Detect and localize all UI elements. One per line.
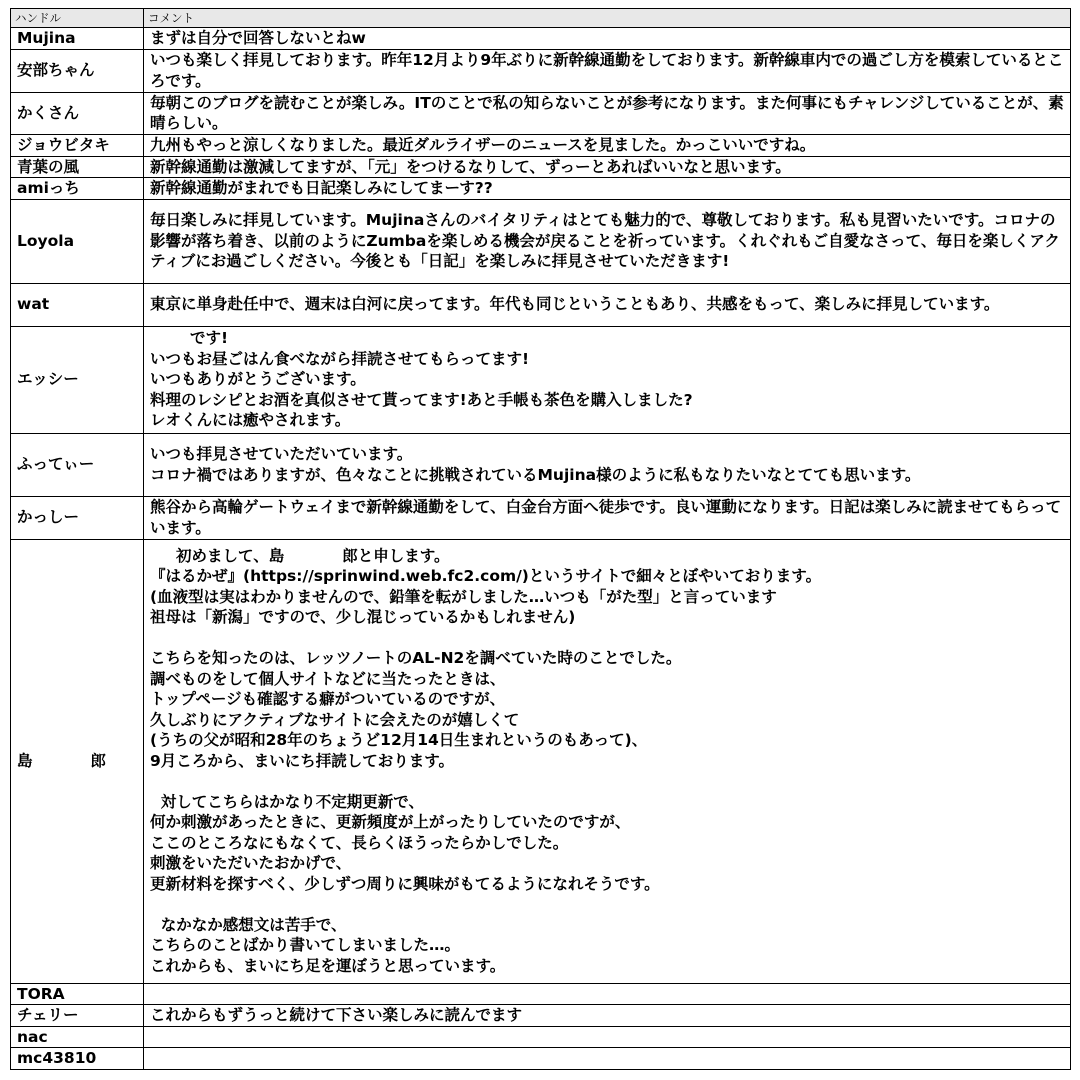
redacted-name [284,548,342,564]
redacted-name [150,331,190,347]
table-row [11,178,1071,200]
table-row [11,326,1071,433]
comment-cell: 毎日楽しみに拝見しています。Mujinaさんのバイタリティはとても魅力的で、尊敬しております。私も見習いたいです。コロナの影響が落ち着き、以前のようにZumbaを楽しめる機会が戻ることを祈っています。くれぐれもご自愛なさって、毎日を楽しくアクティブにお過ごしください。今後とも「日記」を楽しみに拝見させていただきます! [144,199,1071,283]
handle-cell [11,539,144,983]
table-row [11,156,1071,178]
comment-cell: いつも拝見させていただいています。 コロナ禍ではありますが、色々なことに挑戦されているMujina様のように私もなりたいなとてても思います。 [144,433,1071,496]
comment-rest: いつもお昼ごはん食べながら拝読させてもらってます! いつもありがとうございます。 料理のレシピとお酒を真似させて貰ってます!あと手帳も茶色を購入しました? レオくんには癒やされます。 [150,349,693,430]
handle-cell: ジョウビタキ [11,134,144,156]
handle-last: 郎 [90,751,107,770]
handle-cell: wat [11,283,144,326]
comment-cell [144,326,1071,433]
handle-cell: mc43810 [11,1048,144,1070]
comment-first-line: です! [190,329,229,348]
comment-cell [144,983,1071,1005]
table-row [11,983,1071,1005]
table-row [11,283,1071,326]
table-row [11,539,1071,983]
comment-cell [144,1048,1071,1070]
comment-column-header: コメント [144,9,1071,28]
comment-cell: いつも楽しく拝見しております。昨年12月より9年ぶりに新幹線通勤をしております。新幹線車内での過ごし方を模索しているところです。 [144,49,1071,92]
table-row [11,199,1071,283]
handle-cell: nac [11,1026,144,1048]
table-row [11,433,1071,496]
table-row [11,134,1071,156]
handle-cell: amiっち [11,178,144,200]
handle-cell: ふってぃー [11,433,144,496]
comment-cell: 新幹線通勤がまれでも日記楽しみにしてまーす?? [144,178,1071,200]
handle-cell: Mujina [11,28,144,50]
comment-cell: 新幹線通勤は激減してますが、「元」をつけるなりして、ずっーとあればいいなと思います。 [144,156,1071,178]
handle-cell: TORA [11,983,144,1005]
table-row [11,1005,1071,1027]
table-row [11,92,1071,134]
handle-cell: 安部ちゃん [11,49,144,92]
handle-cell: 青葉の風 [11,156,144,178]
comment-lead-end: 郎と申します。 [342,546,450,565]
handle-cell: エッシー [11,326,144,433]
comment-cell: 九州もやっと涼しくなりました。最近ダルライザーのニュースを見ました。かっこいいですね。 [144,134,1071,156]
comment-cell: 東京に単身赴任中で、週末は白河に戻ってます。年代も同じということもあり、共感をもって、楽しみに拝見しています。 [144,283,1071,326]
comments-table [10,8,1071,1070]
table-row [11,496,1071,539]
comment-lead: 初めまして、島 [176,546,285,565]
redacted-name [33,752,91,770]
header-row [11,9,1071,28]
handle-cell: かくさん [11,92,144,134]
handle-column-header: ハンドル [11,9,144,28]
handle-first: 島 [17,751,33,770]
table-row [11,49,1071,92]
comment-cell [144,539,1071,983]
handle-cell: かっしー [11,496,144,539]
table-row [11,28,1071,50]
table-row [11,1026,1071,1048]
comment-cell [144,1026,1071,1048]
handle-cell: Loyola [11,199,144,283]
comment-cell: 毎朝このブログを読むことが楽しみ。ITのことで私の知らないことが参考になります。また何事にもチャレンジしていることが、素晴らしい。 [144,92,1071,134]
comment-cell: これからもずうっと続けて下さい楽しみに読んでます [144,1005,1071,1027]
table-row [11,1048,1071,1070]
comment-rest: 『はるかぜ』(https://sprinwind.web.fc2.com/)というサイトで細々とぼやいております。 (血液型は実はわかりませんので、鉛筆を転がしました…いつも「がた型」と言っています 祖母は「新潟」ですので、少し混じっているかもしれません) こちらを知ったのは、レッツノートのAL-N2を調べていた時のことでした。 調べものをして個人サイトなどに当たったときは、 トップページも確認する癖がついているのですが、 久しぶりにアクティブなサイトに会えたのが嬉しくて (うちの父が昭和28年のちょうど12月14日生まれというのもあって)、 9月ころから、まいにち拝読しております。 対してこちらはかなり不定期更新で、 何か刺激があったときに、更新頻度が上がったりしていたのですが、 ここのところなにもなくて、長らくほうったらかしでした。 刺激をいただいたおかげで、 更新材料を探すべく、少しずつ周りに興味がもてるようになれそうです。 なかなか感想文は苦手で、 こちらのことばかり書いてしまいました…。 これからも、まいにち足を運ぼうと思っています。 [150,567,822,975]
handle-cell: チェリー [11,1005,144,1027]
comment-cell: 熊谷から高輪ゲートウェイまで新幹線通勤をして、白金台方面へ徒歩です。良い運動になります。日記は楽しみに読ませてもらっています。 [144,496,1071,539]
comment-cell: まずは自分で回答しないとねw [144,28,1071,50]
